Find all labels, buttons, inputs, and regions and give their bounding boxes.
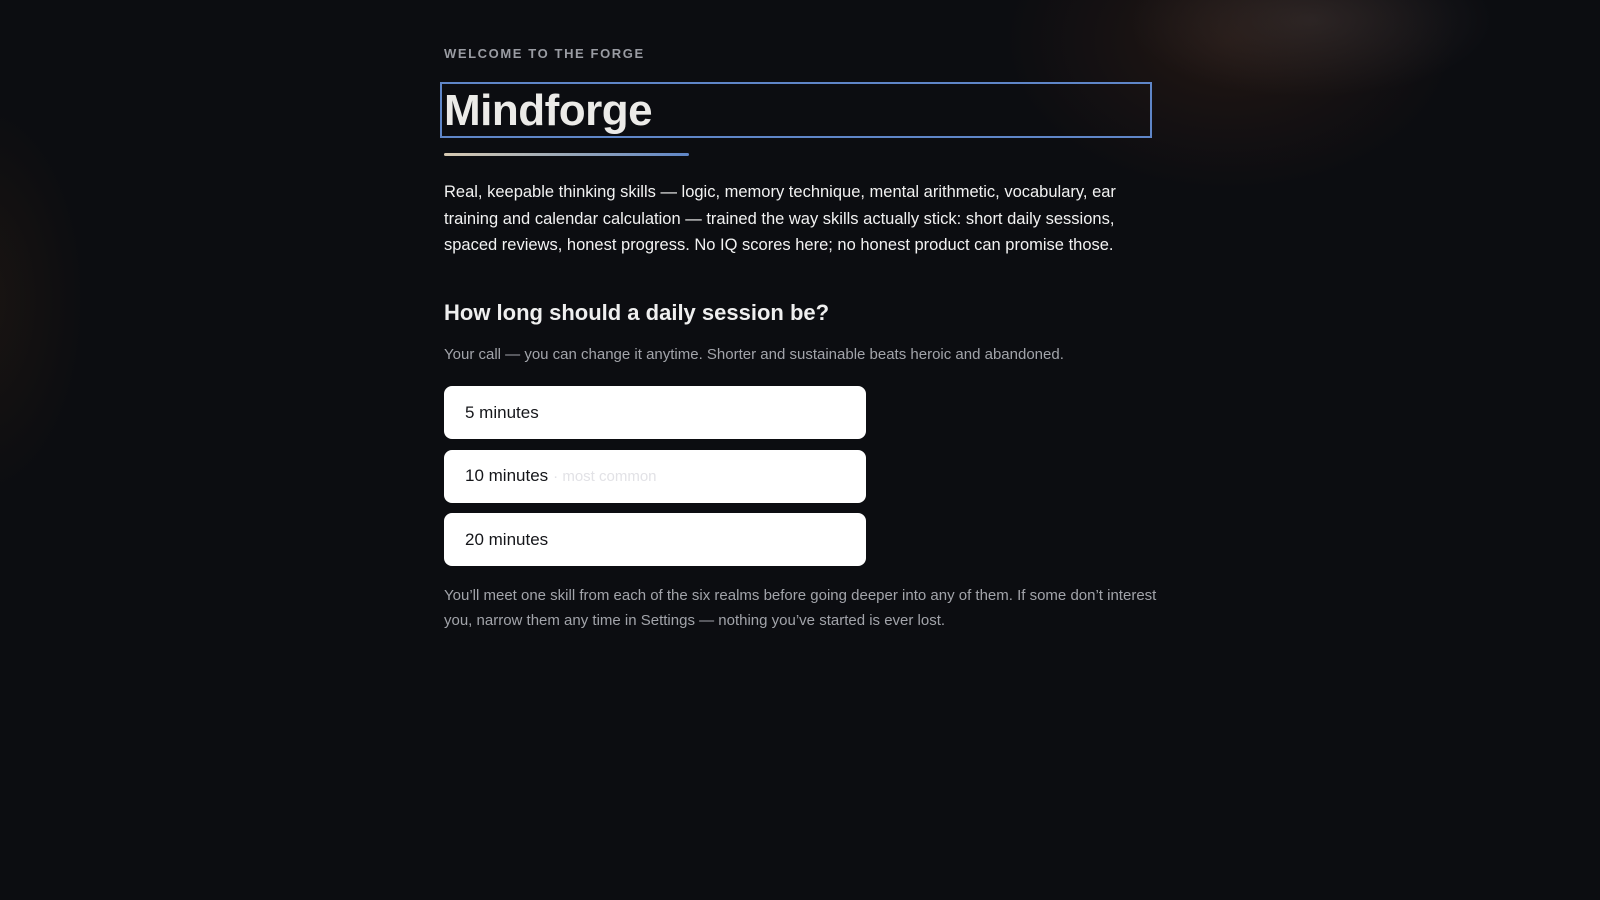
- option-label: 20 minutes: [465, 529, 549, 549]
- title-underline: [444, 153, 689, 156]
- option-10-minutes[interactable]: [444, 450, 866, 503]
- page-title: Mindforge: [444, 86, 653, 135]
- intro-paragraph: Real, keepable thinking skills — logic, memory technique, mental arithmetic, vocabulary, ear training and calendar calculation — trained the way skills actually stick: short daily sessions, spaced reviews, honest progress. No IQ scores here; no honest product can promise those.: [444, 183, 1116, 254]
- session-length-options: [444, 386, 866, 577]
- session-question-heading: How long should a daily session be?: [444, 300, 830, 325]
- option-5-minutes[interactable]: [444, 386, 866, 439]
- option-label: 10 minutes: [465, 466, 549, 485]
- eyebrow-label: WELCOME TO THE FORGE: [444, 46, 645, 61]
- option-note: · most common: [553, 467, 657, 485]
- title-focus-frame: [440, 82, 1152, 138]
- option-20-minutes[interactable]: [444, 513, 866, 566]
- option-label: 5 minutes: [465, 402, 539, 422]
- session-hint: Your call — you can change it anytime. Shorter and sustainable beats heroic and abandoned.: [444, 346, 1064, 363]
- realms-footer-note: You’ll meet one skill from each of the six realms before going deeper into any of them. If some don’t interest you, narrow them any time in Settings — nothing you’ve started is ever lost.: [444, 587, 1157, 629]
